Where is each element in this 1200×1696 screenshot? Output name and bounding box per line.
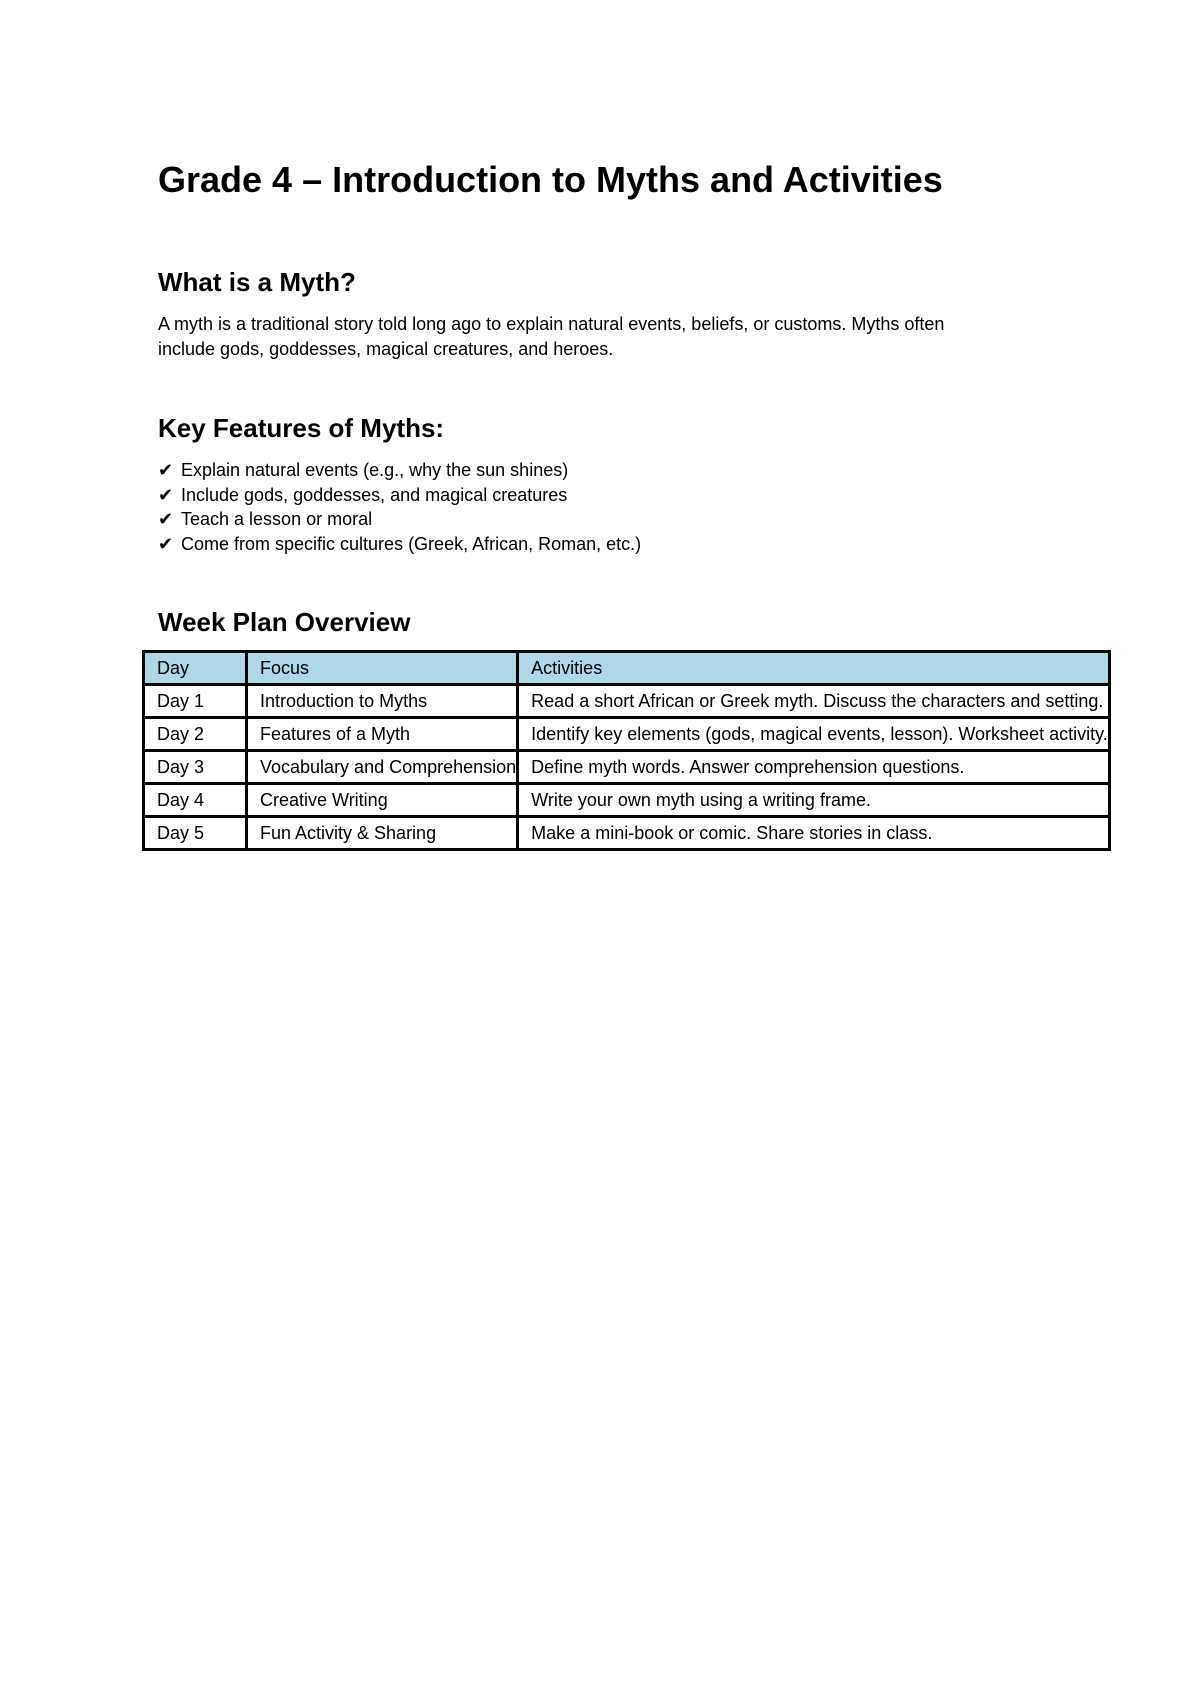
column-header-focus: Focus xyxy=(247,652,518,685)
cell-day: Day 5 xyxy=(144,817,247,850)
cell-activities: Read a short African or Greek myth. Discuss the characters and setting. xyxy=(518,685,1110,718)
cell-focus: Creative Writing xyxy=(247,784,518,817)
key-features-list xyxy=(158,458,641,556)
feature-item xyxy=(158,507,641,532)
myth-definition-line: A myth is a traditional story told long ago to explain natural events, beliefs, or customs. Myths often xyxy=(158,314,945,334)
feature-item xyxy=(158,483,641,508)
cell-day: Day 4 xyxy=(144,784,247,817)
cell-focus: Features of a Myth xyxy=(247,718,518,751)
cell-activities: Write your own myth using a writing frame. xyxy=(518,784,1110,817)
feature-item xyxy=(158,458,641,483)
table-header-row xyxy=(144,652,1110,685)
column-header-day: Day xyxy=(144,652,247,685)
feature-text: Include gods, goddesses, and magical creatures xyxy=(181,484,568,505)
checkmark-icon: ✔ xyxy=(158,533,174,554)
cell-activities: Identify key elements (gods, magical events, lesson). Worksheet activity. xyxy=(518,718,1110,751)
key-features-heading: Key Features of Myths: xyxy=(158,413,445,443)
checkmark-icon: ✔ xyxy=(158,460,174,480)
cell-focus: Fun Activity & Sharing xyxy=(247,817,518,850)
myth-definition-line: include gods, goddesses, magical creatures, and heroes. xyxy=(158,339,614,359)
table-row xyxy=(144,718,1110,751)
feature-text: Come from specific cultures (Greek, African, Roman, etc.) xyxy=(181,533,642,554)
page-title: Grade 4 – Introduction to Myths and Activities xyxy=(158,159,943,200)
cell-focus: Vocabulary and Comprehension xyxy=(247,751,518,784)
week-plan-heading: Week Plan Overview xyxy=(158,607,411,637)
week-plan-table xyxy=(142,650,1111,851)
feature-item xyxy=(158,532,641,557)
cell-day: Day 3 xyxy=(144,751,247,784)
feature-text: Explain natural events (e.g., why the sun shines) xyxy=(181,460,569,480)
cell-day: Day 2 xyxy=(144,718,247,751)
myth-definition-paragraph xyxy=(158,312,1078,362)
table-row xyxy=(144,751,1110,784)
cell-activities: Make a mini-book or comic. Share stories in class. xyxy=(518,817,1110,850)
column-header-activities: Activities xyxy=(518,652,1110,685)
table-row xyxy=(144,784,1110,817)
checkmark-icon: ✔ xyxy=(158,484,174,505)
table-row xyxy=(144,817,1110,850)
cell-day: Day 1 xyxy=(144,685,247,718)
what-is-myth-heading: What is a Myth? xyxy=(158,267,356,297)
cell-activities: Define myth words. Answer comprehension questions. xyxy=(518,751,1110,784)
feature-text: Teach a lesson or moral xyxy=(181,509,373,529)
cell-focus: Introduction to Myths xyxy=(247,685,518,718)
table-row xyxy=(144,685,1110,718)
checkmark-icon: ✔ xyxy=(158,509,174,529)
